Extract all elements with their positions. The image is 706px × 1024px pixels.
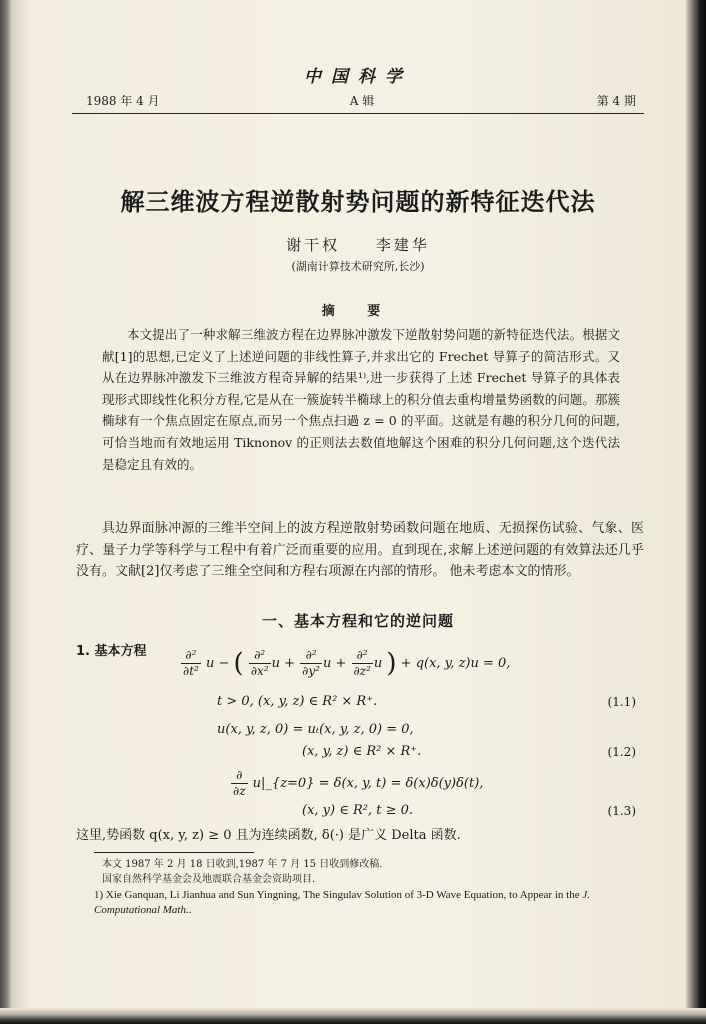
footnote-rule xyxy=(94,852,254,853)
issue-date: 1988 年 4 月 xyxy=(86,94,160,108)
paper-page xyxy=(72,60,644,1000)
potential-function-note: 这里,势函数 q(x, y, z) ≥ 0 且为连续函数, δ(·) 是广义 Delta 函数. xyxy=(76,828,461,843)
equation-1-1: $\frac{\text{∂²}}{\text{∂t²}}$ u − ( $\frac{\text{∂²}}{\text{∂x²}}$ u + $\frac{\text{∂²}}{\text{∂y²}}$ u + $\frac{\text{∂²}}{\text{∂z²}}$ u ) + q(x, y, z)u = 0, xyxy=(183,648,511,679)
header-rule xyxy=(72,113,644,114)
book-binding xyxy=(686,0,706,1024)
equation-number-1-1: (1.1) xyxy=(607,695,636,709)
equation-1-1-tail: + q(x, y, z)u = 0, xyxy=(400,656,511,671)
equation-1-3-main: u|_{z=0} = δ(x, y, t) = δ(x)δ(y)δ(t), xyxy=(252,776,484,791)
page-edge xyxy=(0,1008,706,1024)
intro-paragraph: 具边界面脉冲源的三维半空间上的波方程逆散射势函数问题在地质、无损探伤试验、气象、医疗、量子力学等科学与工程中有着广泛而重要的应用。直到现在,求解上述逆问题的有效算法还几乎没有。文献[2]仅考虑了三维全空间和方程右项源在内部的情形。 他未考虑本文的情形。 xyxy=(76,521,644,579)
footnote-reference-text: 1) Xie Ganquan, Li Jianhua and Sun Yingning, The Singulav Solution of 3-D Wave Equation, to Appear in the xyxy=(94,889,583,901)
article-title: 解三维波方程逆散射势问题的新特征迭代法 xyxy=(120,188,596,216)
equation-1-1-condition: t > 0, (x, y, z) ∈ R² × R⁺. xyxy=(217,694,378,709)
series-label: A 辑 xyxy=(349,94,375,108)
equation-1-2-condition: (x, y, z) ∈ R² × R⁺. xyxy=(302,744,422,759)
abstract-heading: 摘 要 xyxy=(321,304,395,319)
footnote-received: 本文 1987 年 2 月 18 日收到,1987 年 7 月 15 日收到修改稿. xyxy=(102,859,383,870)
author-affiliation: (湖南计算技术研究所,长沙) xyxy=(291,260,425,273)
section-heading: 一、基本方程和它的逆问题 xyxy=(261,612,454,630)
footnote-reference-1 xyxy=(94,888,642,918)
footnote-reference-journal: J. Computational Math. xyxy=(94,889,590,916)
issue-number: 第 4 期 xyxy=(596,94,636,108)
abstract-text: 本文提出了一种求解三维波方程在边界脉冲激发下逆散射势问题的新特征迭代法。根据文献[1]的思想,已定义了上述逆问题的非线性算子,并求出它的 Frechet 导算子的简洁形式。又从在边界脉冲激发下三维波方程奇异解的结果¹⁾,进一步获得了上述 Frechet 导算子的具体表现形式即线性化积分方程,它是从在一簇旋转半椭球上的积分值去重构增量势函数的问题。那簇椭球有一个焦点固定在原点,而另一个焦点扫過 z = 0 的平面。这就是有趣的积分几何的问题,可恰当地而有效地运用 Tiknonov 的正则法去数值地解这个困难的积分几何问题,这个迭代法是稳定且有效的。 xyxy=(102,327,620,472)
article-authors: 谢干权 李建华 xyxy=(286,236,430,254)
footnote-funding: 国家自然科学基金会及地震联合基金会资助项目. xyxy=(102,874,316,885)
equation-number-1-2: (1.2) xyxy=(607,745,636,759)
equation-1-3: $\frac{\partial}{\partial z}$ u|_{z=0} = δ(x, y, t) = δ(x)δ(y)δ(t), xyxy=(233,768,484,798)
subsection-heading: 1. 基本方程 xyxy=(76,644,147,659)
equation-1-2: u(x, y, z, 0) = uₜ(x, y, z, 0) = 0, xyxy=(217,722,414,737)
equation-number-1-3: (1.3) xyxy=(607,804,636,818)
journal-name: 中国科学 xyxy=(304,67,412,87)
footnote-reference-end: . xyxy=(188,904,192,916)
equation-1-3-condition: (x, y) ∈ R², t ≥ 0. xyxy=(302,803,414,818)
